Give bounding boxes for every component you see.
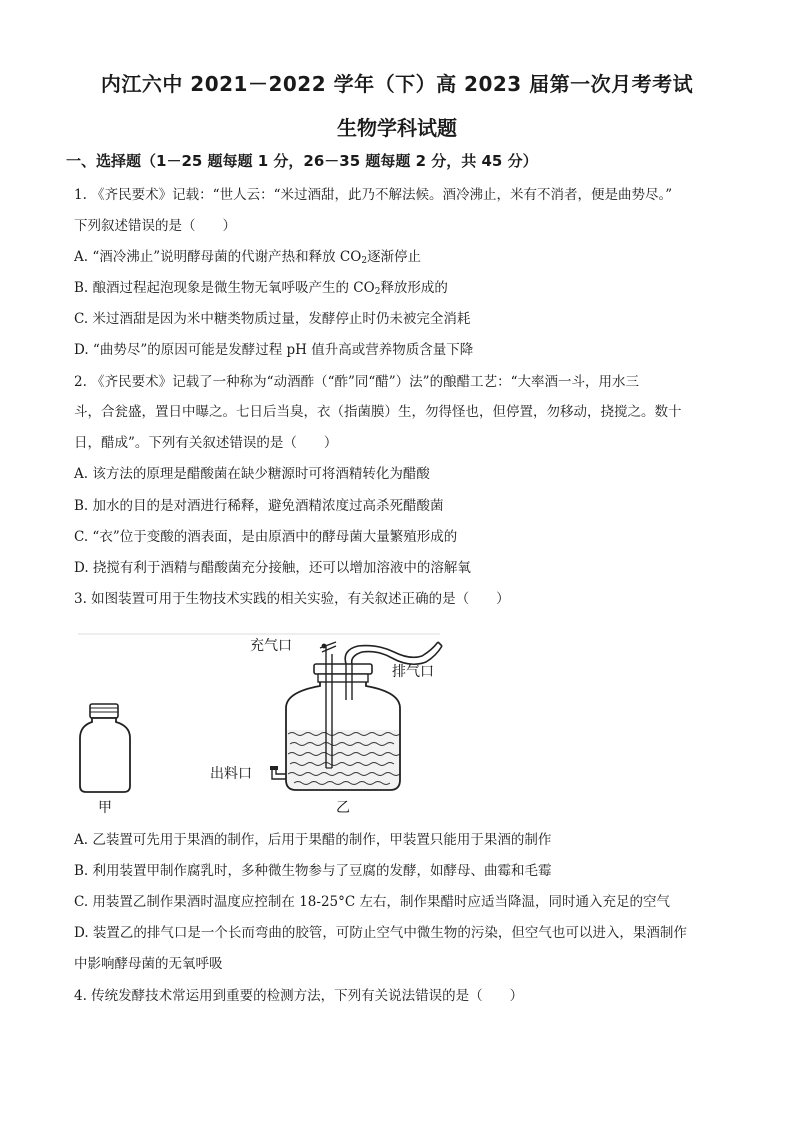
q2-option-d: D. 挠搅有利于酒精与醋酸菌充分接触，还可以增加溶液中的溶解氧 xyxy=(74,560,471,576)
q1-option-b-tail: 释放形成的 xyxy=(380,280,448,296)
q2-stem-line1: 2. 《齐民要术》记载了一种称为“动酒酢（“酢”同“醋”）法”的酿醋工艺：“大率酒一斗，用水三 xyxy=(74,374,639,390)
q1-option-a-sub: 2 xyxy=(361,256,368,266)
q3-option-d-line1: D. 装置乙的排气口是一个长而弯曲的胶管，可防止空气中微生物的污染，但空气也可以进入，果酒制作 xyxy=(74,925,687,941)
jar-a-cap xyxy=(90,704,118,718)
q2-stem-line2: 斗，合瓮盛，置日中曝之。七日后当臭，衣（指菌膜）生，勿得怪也，但停置，勿移动，挠搅之。数十 xyxy=(74,404,682,420)
q2-option-b: B. 加水的目的是对酒进行稀释，避免酒精浓度过高杀死醋酸菌 xyxy=(74,498,444,514)
q1-option-b-text: B. 酿酒过程起泡现象是微生物无氧呼吸产生的 CO xyxy=(74,280,375,296)
jar-a-label: 甲 xyxy=(98,800,112,816)
q1-option-b xyxy=(74,276,448,297)
jar-a-body xyxy=(80,718,130,792)
outlet-label: 排气口 xyxy=(392,664,434,680)
q3-option-a: A. 乙装置可先用于果酒的制作，后用于果醋的制作，甲装置只能用于果酒的制作 xyxy=(74,832,552,848)
q2-option-a: A. 该方法的原理是醋酸菌在缺少糖源时可将酒精转化为醋酸 xyxy=(74,466,430,482)
q1-option-a-tail: 逐渐停止 xyxy=(367,249,422,265)
q1-option-a-text: A. “酒冷沸止”说明酵母菌的代谢产热和释放 CO xyxy=(74,249,362,265)
q3-option-d-line2: 中影响酵母菌的无氧呼吸 xyxy=(74,956,223,972)
page-title: 内江六中 2021－2022 学年（下）高 2023 届第一次月考考试 xyxy=(100,72,694,96)
q4-stem: 4. 传统发酵技术常运用到重要的检测方法，下列有关说法错误的是（ ） xyxy=(74,988,524,1004)
inlet-label: 充气口 xyxy=(250,638,292,654)
section-heading: 一、选择题（1－25 题每题 1 分，26－35 题每题 2 分，共 45 分） xyxy=(66,152,538,170)
page-subtitle: 生物学科试题 xyxy=(337,116,457,140)
jar-a-drawing xyxy=(80,704,130,792)
q3-stem: 3. 如图装置可用于生物技术实践的相关实验，有关叙述正确的是（ ） xyxy=(74,591,510,607)
q1-option-d: D. “曲势尽”的原因可能是发酵过程 pH 值升高或营养物质含量下降 xyxy=(74,342,474,358)
q1-option-a xyxy=(74,245,421,266)
q1-option-c: C. 米过酒甜是因为米中糖类物质过量，发酵停止时仍未被完全消耗 xyxy=(74,311,471,327)
q2-stem-line3: 日，醋成”。下列有关叙述错误的是（ ） xyxy=(74,435,338,451)
q1-option-b-sub: 2 xyxy=(374,287,381,297)
jar-b-stopper xyxy=(314,664,372,674)
fermentation-apparatus-figure xyxy=(74,628,454,818)
q1-stem-line1: 1. 《齐民要术》记载：“世人云：“米过酒甜，此乃不解法候。酒冷沸止，米有不消者，便是曲势尽。” xyxy=(74,187,673,203)
discharge-label: 出料口 xyxy=(210,766,252,782)
q2-option-c: C. “衣”位于变酸的酒表面，是由原酒中的酵母菌大量繁殖形成的 xyxy=(74,529,458,545)
q3-option-c: C. 用装置乙制作果酒时温度应控制在 18-25°C 左右，制作果醋时应适当降温，同时通入充足的空气 xyxy=(74,894,671,910)
q3-option-b: B. 利用装置甲制作腐乳时，多种微生物参与了豆腐的发酵，如酵母、曲霉和毛霉 xyxy=(74,863,552,879)
q1-stem-line2: 下列叙述错误的是（ ） xyxy=(74,218,236,234)
jar-b-label: 乙 xyxy=(336,800,350,816)
